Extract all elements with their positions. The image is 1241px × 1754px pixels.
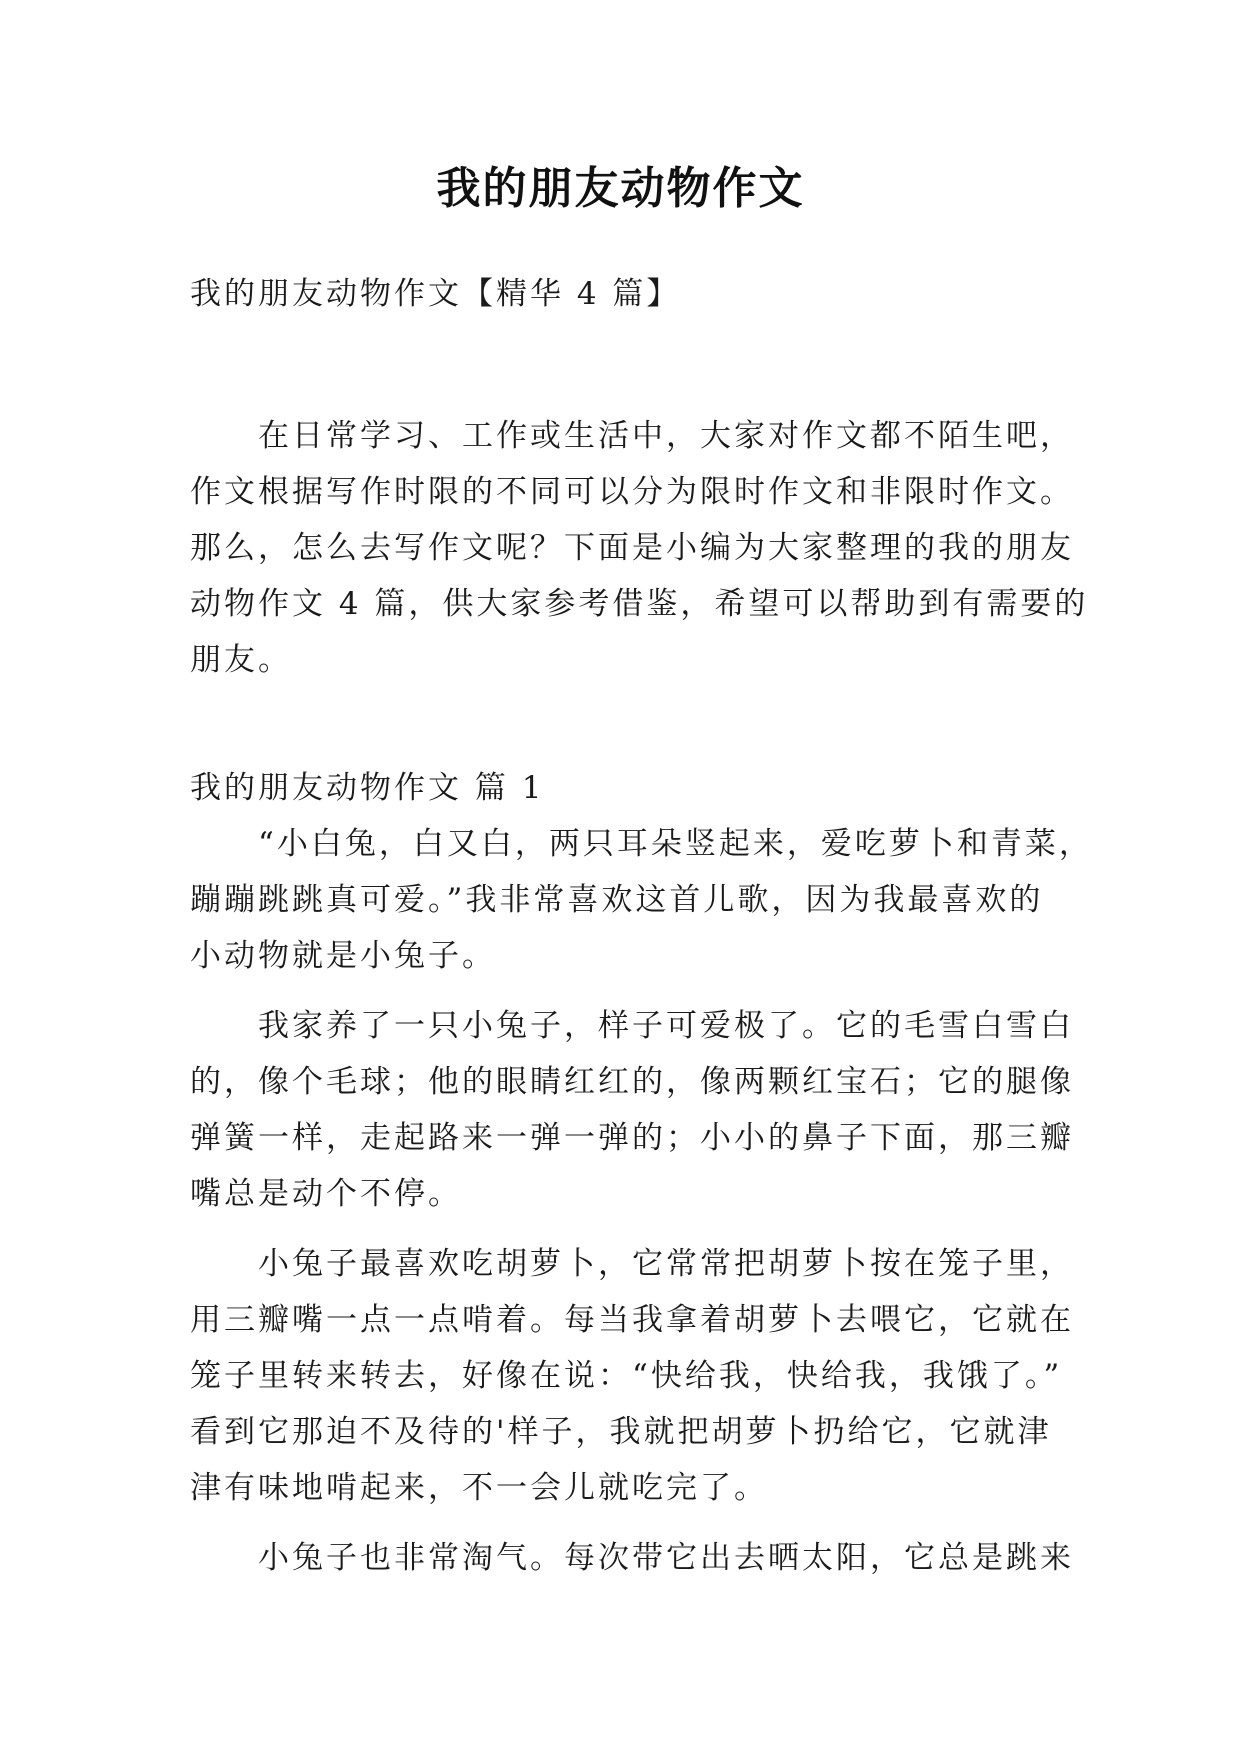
intro-line: 在日常学习、工作或生活中，大家对作文都不陌生吧， bbox=[258, 418, 1074, 454]
paragraph-line: 笼子里转来转去，好像在说：“快给我，快给我，我饿了。” bbox=[190, 1358, 1063, 1394]
paragraph-line: 看到它那迫不及待的'样子，我就把胡萝卜扔给它，它就津 bbox=[190, 1414, 1052, 1450]
paragraph-line: “小白兔，白又白，两只耳朵竖起来，爱吃萝卜和青菜， bbox=[258, 826, 1093, 862]
document-title: 我的朋友动物作文 bbox=[436, 163, 805, 214]
paragraph-line: 小兔子也非常淘气。每次带它出去晒太阳，它总是跳来 bbox=[258, 1540, 1074, 1576]
document-subtitle: 我的朋友动物作文【精华 4 篇】 bbox=[190, 276, 681, 312]
paragraph-line: 小动物就是小兔子。 bbox=[190, 938, 496, 974]
intro-line: 朋友。 bbox=[190, 642, 292, 678]
paragraph-line: 我家养了一只小兔子，样子可爱极了。它的毛雪白雪白 bbox=[258, 1008, 1074, 1044]
paragraph-line: 用三瓣嘴一点一点啃着。每当我拿着胡萝卜去喂它，它就在 bbox=[190, 1302, 1074, 1338]
paragraph-line: 嘴总是动个不停。 bbox=[190, 1176, 462, 1212]
paragraph-line: 蹦蹦跳跳真可爱。”我非常喜欢这首儿歌，因为我最喜欢的 bbox=[190, 882, 1044, 918]
paragraph-line: 弹簧一样，走起路来一弹一弹的；小小的鼻子下面，那三瓣 bbox=[190, 1120, 1074, 1156]
section-heading: 我的朋友动物作文 篇 1 bbox=[190, 770, 545, 806]
paragraph-line: 津有味地啃起来，不一会儿就吃完了。 bbox=[190, 1470, 768, 1506]
paragraph-line: 小兔子最喜欢吃胡萝卜，它常常把胡萝卜按在笼子里， bbox=[258, 1246, 1074, 1282]
paragraph-line: 的，像个毛球；他的眼睛红红的，像两颗红宝石；它的腿像 bbox=[190, 1064, 1074, 1100]
intro-line: 动物作文 4 篇，供大家参考借鉴，希望可以帮助到有需要的 bbox=[190, 586, 1089, 622]
intro-line: 那么，怎么去写作文呢？下面是小编为大家整理的我的朋友 bbox=[190, 530, 1074, 566]
intro-line: 作文根据写作时限的不同可以分为限时作文和非限时作文。 bbox=[190, 474, 1074, 510]
